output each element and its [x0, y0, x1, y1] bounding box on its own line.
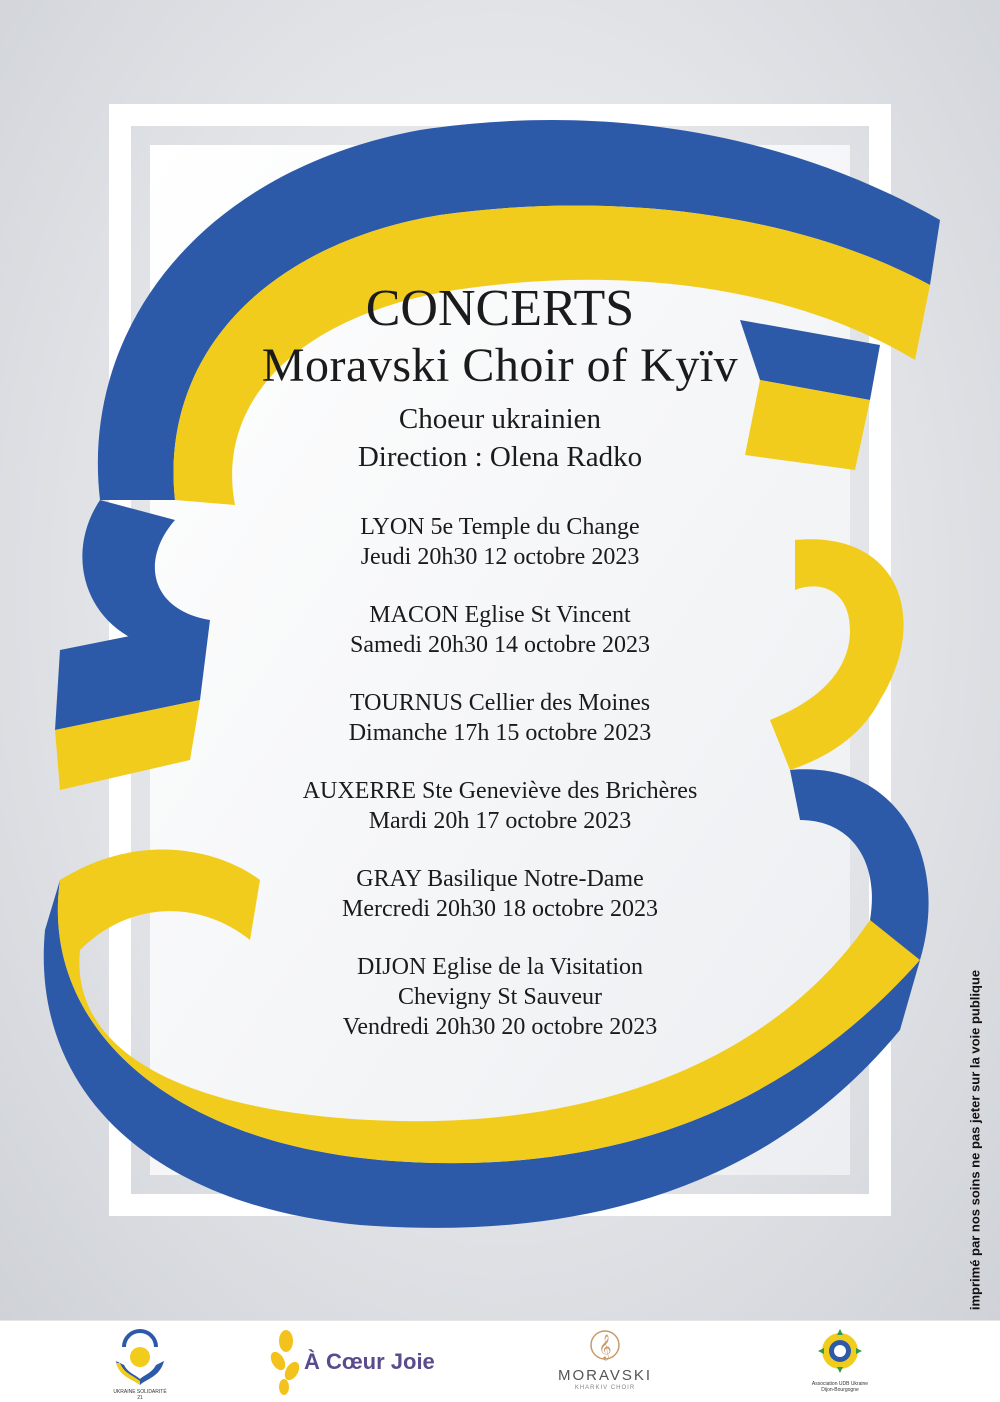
- event-date: Jeudi 20h30 12 octobre 2023: [360, 544, 640, 570]
- choir-name: Moravski Choir of Kyïv: [261, 339, 739, 392]
- a-coeur-joie-text: À Cœur Joie: [304, 1349, 435, 1374]
- choir-subtitle: Choeur ukrainien: [398, 403, 602, 435]
- event-place-secondary: Chevigny St Sauveur: [398, 984, 602, 1010]
- poster-title: CONCERTS: [365, 280, 635, 337]
- event-place: LYON 5e Temple du Change: [360, 514, 640, 540]
- event-date: Mercredi 20h30 18 octobre 2023: [342, 896, 658, 922]
- print-notice: imprimé par nos soins ne pas jeter sur la voie publique: [967, 969, 983, 1311]
- association-udb-text: Association UDB Ukraine Dijon-Bourgogne: [811, 1381, 869, 1393]
- event-place: MACON Eglise St Vincent: [369, 602, 631, 628]
- event-item-dijon: [150, 952, 850, 1042]
- event-item-macon: [150, 600, 850, 660]
- event-place: DIJON Eglise de la Visitation: [356, 954, 644, 980]
- helping-hands-icon: [110, 1327, 170, 1397]
- a-coeur-joie-logo: [270, 1327, 440, 1397]
- svg-text:𝄞: 𝄞: [598, 1335, 612, 1360]
- event-date: Vendredi 20h30 20 octobre 2023: [342, 1014, 658, 1040]
- sunflower-icon: [805, 1327, 875, 1379]
- treble-clef-icon: [555, 1327, 655, 1367]
- event-item-auxerre: [150, 776, 850, 836]
- event-place: GRAY Basilique Notre-Dame: [356, 866, 644, 892]
- ukraine-solidarite-text: UKRAINE SOLIDARITÉ 21: [113, 1389, 167, 1401]
- event-item-lyon: [150, 512, 850, 572]
- choir-direction: Direction : Olena Radko: [357, 441, 643, 473]
- event-item-gray: [150, 864, 850, 924]
- concert-info: [150, 280, 850, 1070]
- event-date: Dimanche 17h 15 octobre 2023: [348, 720, 652, 746]
- ukraine-solidarite-logo: [110, 1327, 170, 1401]
- event-list: [150, 512, 850, 1042]
- moravski-logo: [555, 1327, 655, 1397]
- sponsor-footer: [0, 1320, 1000, 1401]
- moravski-text: MORAVSKI: [557, 1367, 653, 1384]
- event-date: Mardi 20h 17 octobre 2023: [368, 808, 632, 834]
- event-date: Samedi 20h30 14 octobre 2023: [350, 632, 650, 658]
- event-item-tournus: [150, 688, 850, 748]
- event-place: TOURNUS Cellier des Moines: [349, 690, 651, 716]
- event-place: AUXERRE Ste Geneviève des Brichères: [302, 778, 698, 804]
- moravski-subtext: KHARKIV CHOIR: [574, 1385, 636, 1391]
- association-udb-logo: [805, 1327, 875, 1397]
- flower-icon: [270, 1327, 304, 1397]
